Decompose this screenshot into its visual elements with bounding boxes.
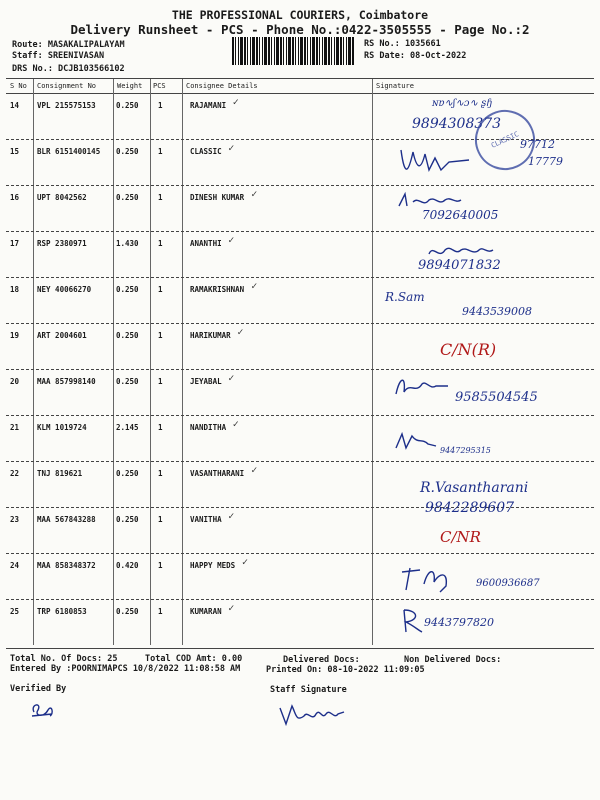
- row-pcs: 1: [158, 331, 163, 340]
- row-consignee: CLASSIC: [190, 147, 222, 156]
- col-weight: Weight: [117, 82, 143, 90]
- phone-row-25: 9443797820: [424, 616, 494, 629]
- check-icon: ✓: [251, 281, 258, 292]
- col-consignment: Consignment No: [37, 82, 97, 90]
- phone-row-18: 9443539008: [462, 305, 532, 318]
- barcode: [232, 37, 354, 65]
- col-pcs: PCS: [153, 82, 166, 90]
- col-signature: Signature: [376, 82, 414, 90]
- row-consignment-no: BLR 6151400145: [37, 147, 101, 156]
- row-sno: 19: [10, 331, 20, 340]
- check-icon: ✓: [228, 603, 235, 614]
- row-sno: 21: [10, 423, 20, 432]
- row-separator: [6, 369, 594, 370]
- row-consignment-no: ART 2004601: [37, 331, 87, 340]
- row-weight: 2.145: [116, 423, 139, 432]
- row-consignee: VANITHA: [190, 515, 222, 524]
- signature-row-15: [395, 140, 475, 180]
- col-divider: [113, 79, 114, 645]
- row-sno: 14: [10, 101, 20, 110]
- row-pcs: 1: [158, 239, 163, 248]
- total-docs: Total No. Of Docs: 25: [10, 654, 118, 664]
- row-weight: 0.250: [116, 193, 139, 202]
- check-icon: ✓: [251, 465, 258, 476]
- col-divider: [33, 79, 34, 645]
- staff: Staff: SREENIVASAN: [12, 51, 105, 61]
- check-icon: ✓: [228, 373, 235, 384]
- row-consignment-no: MAA 858348372: [37, 561, 96, 570]
- row-weight: 0.250: [116, 285, 139, 294]
- row-separator: [6, 599, 594, 600]
- row-pcs: 1: [158, 423, 163, 432]
- row-sno: 24: [10, 561, 20, 570]
- note-row-15b: 17779: [528, 155, 563, 168]
- row-consignment-no: UPT 8042562: [37, 193, 87, 202]
- verified-signature: [28, 698, 58, 720]
- signature-row-23: C/NR: [440, 528, 481, 546]
- row-weight: 0.250: [116, 469, 139, 478]
- row-weight: 0.250: [116, 331, 139, 340]
- note-row-15a: 97712: [520, 138, 555, 151]
- total-cod: Total COD Amt: 0.00: [145, 654, 243, 664]
- non-delivered-docs: Non Delivered Docs:: [404, 655, 502, 665]
- row-consignment-no: KLM 1019724: [37, 423, 87, 432]
- row-separator: [6, 415, 594, 416]
- check-icon: ✓: [237, 327, 244, 338]
- row-separator: [6, 461, 594, 462]
- check-icon: ✓: [232, 419, 239, 430]
- row-pcs: 1: [158, 147, 163, 156]
- row-sno: 20: [10, 377, 20, 386]
- col-divider: [372, 79, 373, 645]
- row-separator: [6, 185, 594, 186]
- phone-row-22: 9842289607: [425, 500, 515, 516]
- table-top-rule: [6, 78, 594, 79]
- row-consignment-no: RSP 2380971: [37, 239, 87, 248]
- signature-row-21: [392, 430, 442, 454]
- row-weight: 0.250: [116, 607, 139, 616]
- col-divider: [150, 79, 151, 645]
- signature-row-20: [392, 374, 452, 400]
- row-separator: [6, 553, 594, 554]
- check-icon: ✓: [242, 557, 249, 568]
- row-separator: [6, 277, 594, 278]
- signature-row-19: C/N(R): [440, 340, 497, 359]
- row-consignment-no: MAA 857998140: [37, 377, 96, 386]
- signature-row-24: [400, 564, 470, 594]
- row-pcs: 1: [158, 607, 163, 616]
- row-consignee: JEYABAL: [190, 377, 222, 386]
- phone-row-24: 9600936687: [476, 578, 540, 589]
- col-divider: [182, 79, 183, 645]
- row-consignee: DINESH KUMAR: [190, 193, 245, 202]
- phone-row-14: 9894308373: [412, 116, 502, 132]
- row-sno: 25: [10, 607, 20, 616]
- delivered-docs: Delivered Docs:: [283, 655, 360, 665]
- phone-row-17: 9894071832: [418, 258, 501, 273]
- row-separator: [6, 231, 594, 232]
- row-weight: 0.250: [116, 515, 139, 524]
- table-bottom-rule: [6, 648, 594, 649]
- check-icon: ✓: [228, 235, 235, 246]
- row-pcs: 1: [158, 377, 163, 386]
- signature-row-14: ɴɐ∿ʃ∿ɔ∿ ʂɧ: [432, 98, 493, 109]
- row-pcs: 1: [158, 469, 163, 478]
- col-sno: S No: [10, 82, 27, 90]
- classic-stamp: CLASSIC: [465, 100, 545, 180]
- rs-number: RS No.: 1035661: [364, 39, 441, 49]
- row-sno: 17: [10, 239, 20, 248]
- check-icon: ✓: [251, 189, 258, 200]
- entered-by: Entered By :POORNIMAPCS 10/8/2022 11:08:58 AM: [10, 664, 241, 674]
- row-weight: 0.250: [116, 147, 139, 156]
- row-consignment-no: MAA 567843288: [37, 515, 96, 524]
- row-weight: 0.420: [116, 561, 139, 570]
- row-pcs: 1: [158, 193, 163, 202]
- row-sno: 16: [10, 193, 20, 202]
- row-pcs: 1: [158, 101, 163, 110]
- row-sno: 18: [10, 285, 20, 294]
- row-consignee: HARIKUMAR: [190, 331, 231, 340]
- row-pcs: 1: [158, 515, 163, 524]
- header-bottom-rule: [6, 93, 594, 94]
- phone-row-21: 9447295315: [440, 446, 491, 455]
- rs-date: RS Date: 08-Oct-2022: [364, 51, 467, 61]
- phone-row-16: 7092640005: [422, 208, 499, 222]
- row-pcs: 1: [158, 285, 163, 294]
- route: Route: MASAKALIPALAYAM: [12, 40, 125, 50]
- col-consignee: Consignee Details: [186, 82, 258, 90]
- row-consignee: ANANTHI: [190, 239, 222, 248]
- row-consignee: RAMAKRISHNAN: [190, 285, 245, 294]
- row-sno: 23: [10, 515, 20, 524]
- row-consignment-no: TRP 6180853: [37, 607, 87, 616]
- row-consignee: NANDITHA: [190, 423, 227, 432]
- row-weight: 0.250: [116, 101, 139, 110]
- row-separator: [6, 323, 594, 324]
- drs-number: DRS No.: DCJB103566102: [12, 64, 125, 74]
- row-consignment-no: VPL 215575153: [37, 101, 96, 110]
- staff-signature-label: Staff Signature: [270, 685, 347, 695]
- signature-row-22: R.Vasantharani: [420, 480, 529, 496]
- phone-row-20: 9585504545: [455, 390, 538, 405]
- row-consignment-no: TNJ 819621: [37, 469, 83, 478]
- check-icon: ✓: [228, 511, 235, 522]
- row-consignee: HAPPY MEDS: [190, 561, 236, 570]
- runsheet-subtitle: Delivery Runsheet - PCS - Phone No.:0422-3505555 - Page No.:2: [70, 22, 530, 37]
- company-title: THE PROFESSIONAL COURIERS, Coimbatore: [171, 8, 429, 22]
- signature-row-18: R.Sam: [385, 290, 425, 304]
- row-weight: 1.430: [116, 239, 139, 248]
- row-consignee: VASANTHARANI: [190, 469, 245, 478]
- row-pcs: 1: [158, 561, 163, 570]
- row-consignee: KUMARAN: [190, 607, 222, 616]
- check-icon: ✓: [232, 97, 239, 108]
- verified-by-label: Verified By: [10, 684, 67, 694]
- row-consignment-no: NEY 40066270: [37, 285, 92, 294]
- staff-signature: [278, 700, 348, 728]
- row-weight: 0.250: [116, 377, 139, 386]
- row-sno: 22: [10, 469, 20, 478]
- check-icon: ✓: [228, 143, 235, 154]
- row-sno: 15: [10, 147, 20, 156]
- printed-on: Printed On: 08-10-2022 11:09:05: [266, 665, 425, 675]
- row-consignee: RAJAMANI: [190, 101, 227, 110]
